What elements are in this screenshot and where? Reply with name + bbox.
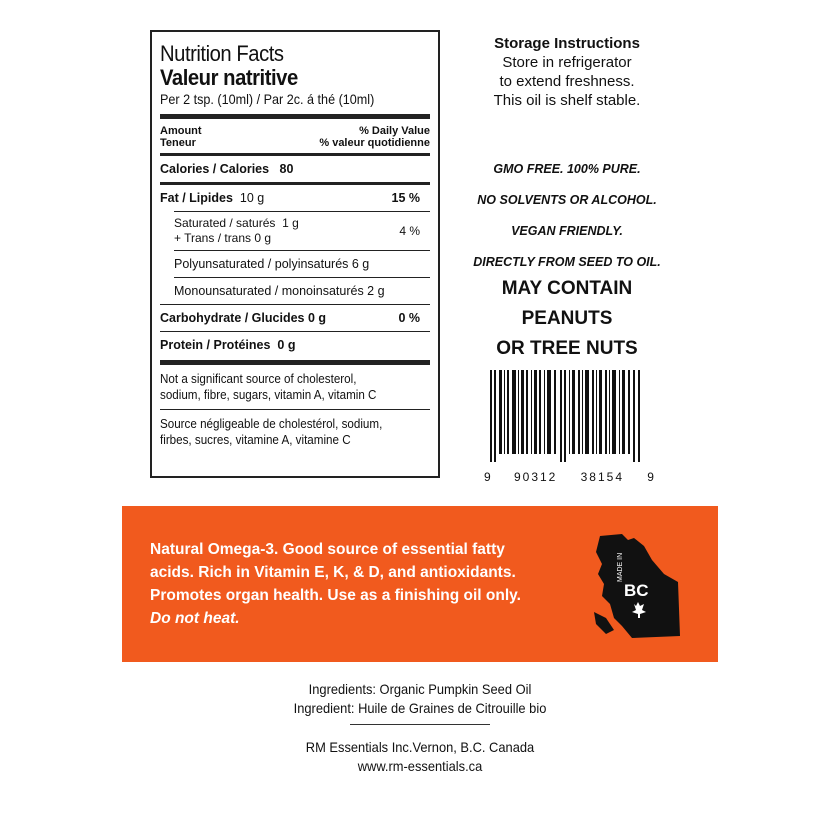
company-website[interactable]: www.rm-essentials.ca bbox=[357, 758, 483, 774]
note-en-line1: Not a significant source of cholesterol, bbox=[160, 372, 357, 386]
barcode-digits bbox=[484, 470, 654, 484]
fat-dv: 15 % bbox=[391, 191, 420, 205]
barcode-digits-left: 90312 bbox=[513, 470, 558, 484]
dv-label-en: % Daily Value bbox=[359, 125, 430, 137]
trans-label: + Trans / trans 0 g bbox=[174, 231, 272, 245]
mono-label: Monounsaturated / monoinsaturés 2 g bbox=[174, 284, 385, 298]
note-fr-line2: firbes, sucres, vitamine A, vitamine C bbox=[160, 433, 351, 447]
footer-divider bbox=[350, 724, 490, 725]
nutrition-title-en: Nutrition Facts bbox=[160, 41, 284, 66]
calories-value: 80 bbox=[279, 162, 294, 176]
fat-row bbox=[160, 185, 430, 211]
benefits-text bbox=[150, 538, 590, 630]
fat-value: 10 g bbox=[239, 191, 265, 205]
sat-value: 1 g bbox=[282, 216, 299, 230]
mono-row bbox=[160, 278, 430, 304]
allergen-line3: OR TREE NUTS bbox=[496, 338, 638, 359]
barcode-icon bbox=[488, 370, 648, 462]
claim-gmo: GMO FREE. 100% PURE. bbox=[493, 162, 641, 176]
dv-label-fr: % valeur quotidienne bbox=[319, 137, 430, 149]
allergen-line1: MAY CONTAIN bbox=[501, 278, 633, 299]
claim-seed: DIRECTLY FROM SEED TO OIL. bbox=[473, 255, 661, 269]
serving-size: Per 2 tsp. (10ml) / Par 2c. á thé (10ml) bbox=[160, 91, 375, 107]
barcode-digit-lead: 9 bbox=[484, 470, 491, 484]
benefits-warning: Do not heat. bbox=[150, 610, 240, 627]
amount-label-en: Amount bbox=[160, 125, 202, 137]
claim-solvents: NO SOLVENTS OR ALCOHOL. bbox=[477, 193, 657, 207]
benefits-band bbox=[122, 506, 718, 662]
sat-trans-row bbox=[160, 212, 430, 250]
made-in-bc-icon bbox=[592, 530, 682, 642]
allergen-line2: PEANUTS bbox=[521, 308, 613, 329]
ingredients bbox=[236, 680, 604, 718]
calories-label: Calories / Calories bbox=[160, 162, 270, 176]
benefits-line2: acids. Rich in Vitamin E, K, & D, and antioxidants. bbox=[150, 564, 516, 581]
nutrition-title-fr: Valeur natritive bbox=[160, 65, 298, 90]
claim-vegan: VEGAN FRIENDLY. bbox=[511, 224, 623, 238]
note-fr bbox=[160, 410, 411, 454]
barcode-digit-check: 9 bbox=[647, 470, 654, 484]
ingredients-fr: Ingredient: Huile de Graines de Citrouille bio bbox=[293, 700, 547, 716]
benefits-line3: Promotes organ health. Use as a finishing oil only. bbox=[150, 587, 521, 604]
sat-trans-dv: 4 % bbox=[399, 224, 420, 238]
poly-label: Polyunsaturated / polyinsaturés 6 g bbox=[174, 257, 370, 271]
note-fr-line1: Source négligeable de cholestérol, sodium, bbox=[160, 417, 383, 431]
badge-big-text: BC bbox=[624, 581, 649, 600]
storage-heading: Storage Instructions bbox=[494, 35, 640, 52]
storage-line1: Store in refrigerator bbox=[502, 54, 632, 71]
storage-instructions bbox=[462, 34, 672, 110]
header-row bbox=[160, 119, 430, 153]
ingredients-en: Ingredients: Organic Pumpkin Seed Oil bbox=[308, 681, 532, 697]
storage-line2: to extend freshness. bbox=[499, 73, 635, 90]
allergen-warning bbox=[462, 274, 672, 364]
company-info bbox=[236, 738, 604, 776]
calories-row bbox=[160, 156, 430, 182]
note-en-line2: sodium, fibre, sugars, vitamin A, vitamin C bbox=[160, 388, 377, 402]
amount-label-fr: Teneur bbox=[160, 137, 196, 149]
storage-line3: This oil is shelf stable. bbox=[493, 92, 641, 109]
carb-row bbox=[160, 305, 430, 331]
poly-row bbox=[160, 251, 430, 277]
benefits-line1: Natural Omega-3. Good source of essential fatty bbox=[150, 541, 505, 558]
carb-label: Carbohydrate / Glucides 0 g bbox=[160, 311, 327, 325]
company-name: RM Essentials Inc.Vernon, B.C. Canada bbox=[305, 739, 535, 755]
product-claims bbox=[462, 162, 672, 286]
protein-label: Protein / Protéines bbox=[160, 338, 271, 352]
protein-row bbox=[160, 332, 430, 358]
protein-value: 0 g bbox=[277, 338, 296, 352]
barcode-digits-right: 38154 bbox=[580, 470, 624, 484]
note-en bbox=[160, 365, 411, 409]
nutrition-facts-panel bbox=[150, 30, 440, 478]
fat-label: Fat / Lipides bbox=[160, 191, 233, 205]
badge-small-text: MADE IN bbox=[617, 552, 624, 582]
sat-label: Saturated / saturés bbox=[174, 216, 276, 230]
carb-dv: 0 % bbox=[398, 311, 420, 325]
